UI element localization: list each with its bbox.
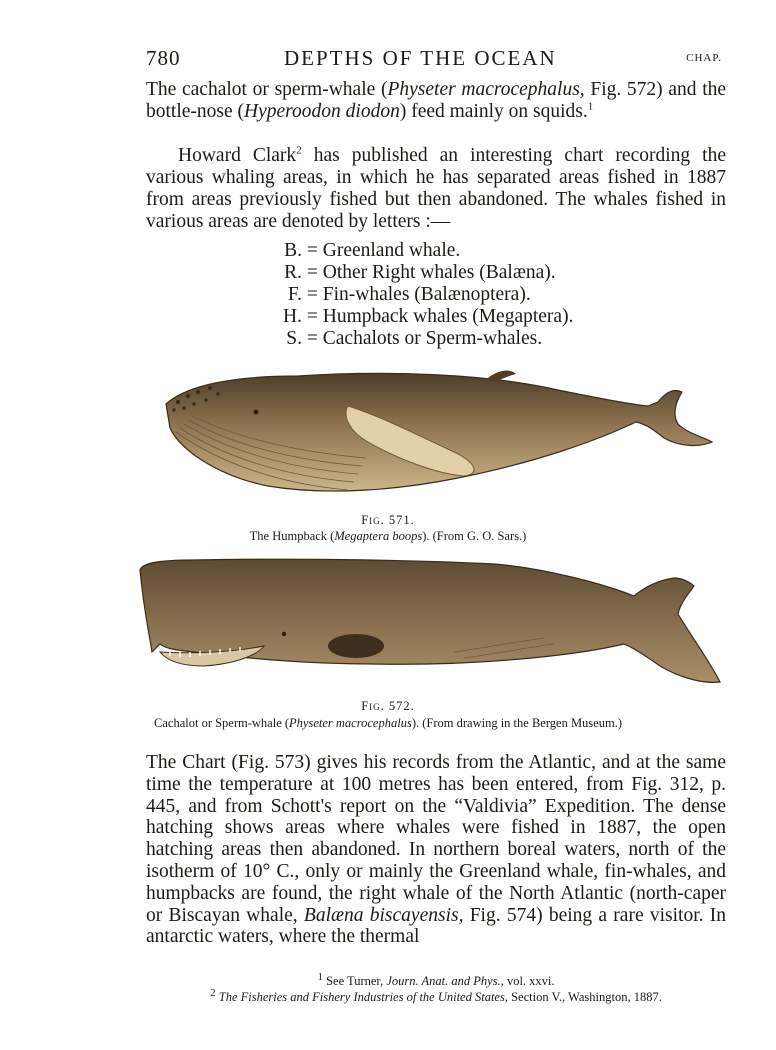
publication-title: The Fisheries and Fishery Industries of the United States,	[218, 990, 508, 1004]
text-run: Fig. 572) and the bottle-nose (	[146, 79, 727, 122]
footnote-mark: 2	[210, 986, 216, 999]
scientific-name: Megaptera boops	[334, 529, 423, 543]
figure-label: Fig. 572.	[361, 699, 415, 713]
legend-text: = Cachalots or Sperm-whales.	[306, 328, 543, 349]
legend-text: = Fin-whales (Balænoptera).	[306, 284, 531, 305]
caption-text: Cachalot or Sperm-whale (	[154, 716, 290, 730]
paragraph-atlantic-records	[146, 752, 726, 948]
humpback-whale-illustration	[158, 358, 714, 500]
legend-text: = Humpback whales (Megaptera).	[306, 306, 574, 327]
footnote-text: Section V., Washington, 1887.	[507, 990, 662, 1004]
legend-code: S.	[286, 328, 302, 349]
whale-letter-legend	[272, 240, 573, 350]
figure-572-label	[0, 699, 776, 714]
legend-item	[272, 262, 573, 284]
paragraph-whaling-chart	[146, 145, 726, 233]
scientific-name: Balæna biscayensis,	[303, 904, 464, 926]
text-run: has published an interesting chart recording the various whaling areas, in which he has separated areas fished in 1887 from areas previously fished but then abandoned. The whales fished in various areas are denoted by letters :—	[146, 145, 726, 232]
text-run: ) feed mainly on squids.	[399, 101, 588, 122]
footnote-text: See Turner,	[322, 974, 387, 988]
footnotes	[146, 970, 726, 1005]
legend-code: F.	[287, 284, 302, 305]
chapter-label: CHAP.	[686, 52, 722, 64]
caption-text: ). (From drawing in the Bergen Museum.)	[411, 716, 622, 730]
journal-title: Journ. Anat. and Phys.	[386, 974, 501, 988]
figure-571-label	[0, 513, 776, 528]
text-run: Howard Clark	[178, 145, 297, 166]
caption-text: ). (From G. O. Sars.)	[422, 529, 527, 543]
legend-item	[272, 284, 573, 306]
caption-text: The Humpback (	[249, 529, 335, 543]
legend-item	[272, 240, 573, 262]
footnote-1	[146, 970, 726, 989]
figure-label: Fig. 571.	[361, 513, 415, 527]
legend-code: B.	[284, 240, 302, 261]
figure-571-caption	[0, 529, 776, 544]
legend-code: H.	[283, 306, 302, 327]
text-run: The cachalot or sperm-whale (	[146, 79, 388, 100]
figure-572-caption	[0, 716, 776, 731]
paragraph-cachalot-diet	[146, 79, 726, 123]
text-run: Fig. 574) being a rare visitor. In antarctic waters, where the thermal	[146, 904, 726, 948]
text-run: The Chart (Fig. 573) gives his records from the Atlantic, and at the same time the temperature at 100 metres has been entered, from Fig. 312, p. 445, and from Schott's report on the “Valdivia” Expedition. The dense hatching shows areas where whales were fished in 1887, the open hatching areas then abandoned. In northern boreal waters, north of the isotherm of 10° C., only or mainly the Greenland whale, fin-whales, and humpbacks are found, the right whale of the North Atlantic (north-caper or Biscayan whale,	[146, 752, 726, 926]
footnote-ref-2[interactable]: 2	[296, 144, 302, 157]
legend-text: = Other Right whales (Balæna).	[306, 262, 556, 283]
footnote-2	[146, 986, 726, 1005]
footnote-text: , vol. xxvi.	[500, 974, 555, 988]
scientific-name: Physeter macrocephalus,	[387, 79, 585, 100]
legend-item	[272, 328, 573, 350]
footnote-mark: 1	[317, 970, 323, 983]
legend-text: = Greenland whale.	[306, 240, 461, 261]
page-number: 780	[146, 46, 181, 70]
running-title: DEPTHS OF THE OCEAN	[284, 46, 557, 70]
scientific-name: Hyperoodon diodon	[244, 101, 400, 122]
running-head	[146, 46, 726, 76]
legend-code: R.	[284, 262, 302, 283]
legend-item	[272, 306, 573, 328]
scientific-name: Physeter macrocephalus	[289, 716, 412, 730]
sperm-whale-illustration	[134, 552, 724, 690]
footnote-ref-1[interactable]: 1	[587, 100, 594, 113]
